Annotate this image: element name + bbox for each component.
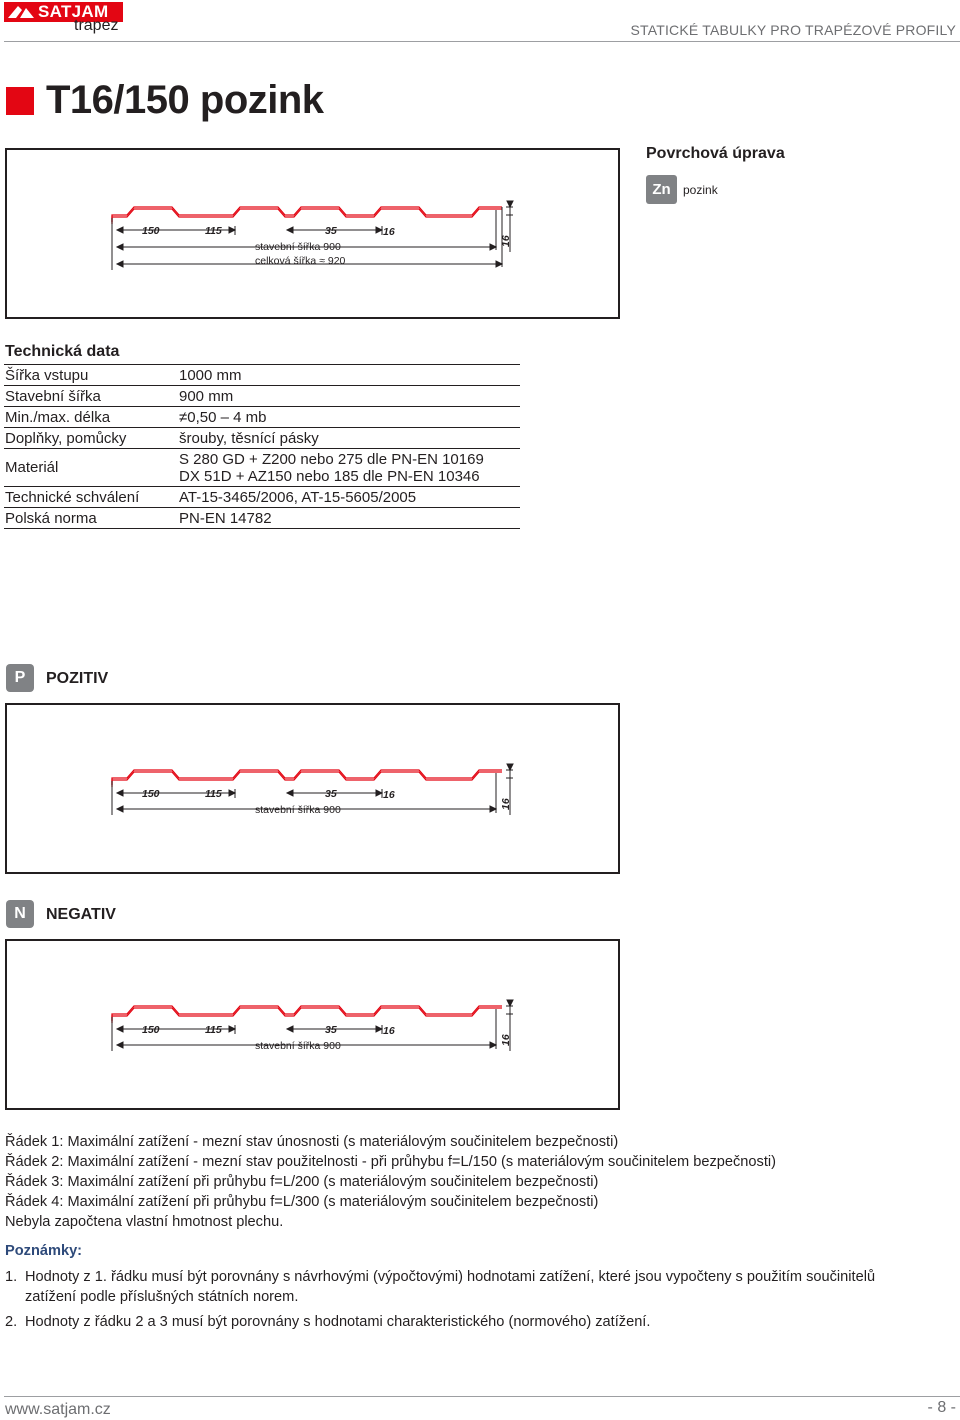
tech-value-line: S 280 GD + Z200 nebo 275 dle PN-EN 10169	[179, 450, 484, 468]
tech-key: Min./max. délka	[4, 407, 179, 428]
note-item	[5, 1312, 955, 1332]
dim-label-16-vertical: 16	[500, 1034, 512, 1046]
table-row	[4, 365, 520, 386]
table-row	[4, 386, 520, 407]
tech-value: 1000 mm	[179, 365, 520, 386]
brand-mark-icon	[8, 4, 36, 20]
dim-label-115: 115	[205, 1024, 222, 1036]
table-row	[4, 407, 520, 428]
header-divider	[4, 41, 960, 42]
profile-drawing-box	[5, 148, 620, 319]
dim-label-35: 35	[325, 225, 337, 237]
tech-key: Doplňky, pomůcky	[4, 428, 179, 449]
surface-heading: Povrchová úprava	[646, 145, 785, 162]
note-text: Hodnoty z řádku 2 a 3 musí být porovnány s hodnotami charakteristického (normového) zatížení.	[25, 1314, 651, 1330]
page-title: T16/150 pozink	[46, 78, 324, 122]
page-number: - 8 -	[927, 1399, 956, 1416]
note-item	[5, 1267, 955, 1307]
dim-label-16-vertical: 16	[500, 798, 512, 810]
brand-name: SATJAM	[38, 2, 109, 21]
note-text: Hodnoty z 1. řádku musí být porovnány s návrhovými (výpočtovými) hodnotami zatížení, které jsou vypočteny s použitím součinitelů	[25, 1269, 876, 1285]
tech-value: AT-15-3465/2006, AT-15-5605/2005	[179, 487, 520, 508]
tech-key: Polská norma	[4, 508, 179, 529]
document-title: STATICKÉ TABULKY PRO TRAPÉZOVÉ PROFILY	[630, 22, 956, 38]
tech-value: ≠0,50 – 4 mb	[179, 407, 520, 428]
tech-key: Materiál	[4, 449, 179, 487]
positive-drawing-box	[5, 703, 620, 874]
negative-badge: N	[6, 900, 34, 928]
negative-label: NEGATIV	[46, 906, 116, 923]
build-width-label: stavební šířka 900	[255, 1040, 341, 1052]
note-text-continued: zatížení podle příslušných státních norem.	[25, 1289, 299, 1305]
brand-subname: trapez	[74, 17, 119, 34]
dim-label-150: 150	[142, 788, 160, 800]
table-row	[4, 508, 520, 529]
row-description: Řádek 1: Maximální zatížení - mezní stav únosnosti (s materiálovým součinitelem bezpečnosti)	[5, 1134, 619, 1150]
tech-data-heading: Technická data	[5, 343, 120, 360]
row-description: Nebyla započtena vlastní hmotnost plechu.	[5, 1214, 284, 1230]
positive-profile-drawing	[7, 705, 618, 872]
notes-heading: Poznámky:	[5, 1243, 83, 1259]
tech-value: PN-EN 14782	[179, 508, 520, 529]
tech-key: Šířka vstupu	[4, 365, 179, 386]
tech-key: Stavební šířka	[4, 386, 179, 407]
dim-label-16: 16	[383, 789, 395, 801]
profile-section-drawing	[7, 150, 618, 317]
note-number: 2.	[5, 1314, 18, 1330]
tech-value: 900 mm	[179, 386, 520, 407]
dim-label-150: 150	[142, 1024, 160, 1036]
tech-key: Technické schválení	[4, 487, 179, 508]
table-row	[4, 449, 520, 487]
build-width-label: stavební šířka 900	[255, 804, 341, 816]
positive-label: POZITIV	[46, 670, 109, 687]
tech-data-table	[4, 364, 520, 529]
dim-label-115: 115	[205, 225, 222, 237]
negative-profile-drawing	[7, 941, 618, 1108]
title-marker	[6, 87, 34, 115]
total-width-label: celková šířka ≈ 920	[255, 255, 346, 267]
dim-label-35: 35	[325, 788, 337, 800]
row-description: Řádek 4: Maximální zatížení při průhybu f=L/300 (s materiálovým součinitelem bezpečnosti)	[5, 1194, 599, 1210]
build-width-label: stavební šířka 900	[255, 241, 341, 253]
dim-label-115: 115	[205, 788, 222, 800]
dim-label-16: 16	[383, 226, 395, 238]
tech-value: šrouby, těsnící pásky	[179, 428, 520, 449]
negative-drawing-box	[5, 939, 620, 1110]
footer-divider	[4, 1396, 960, 1397]
note-number: 1.	[5, 1269, 18, 1285]
positive-badge: P	[6, 664, 34, 692]
tech-value	[179, 449, 520, 487]
footer-website-link[interactable]: www.satjam.cz	[5, 1401, 111, 1418]
dim-label-35: 35	[325, 1024, 337, 1036]
row-descriptions	[5, 1132, 776, 1232]
dim-label-16-vertical: 16	[500, 235, 512, 247]
dim-label-16: 16	[383, 1025, 395, 1037]
tech-value-line: DX 51D + AZ150 nebo 185 dle PN-EN 10346	[179, 467, 480, 485]
zn-badge: Zn	[646, 175, 677, 204]
table-row	[4, 428, 520, 449]
zn-label: pozink	[683, 183, 718, 197]
dim-label-150: 150	[142, 225, 160, 237]
row-description: Řádek 3: Maximální zatížení při průhybu f=L/200 (s materiálovým součinitelem bezpečnosti)	[5, 1174, 599, 1190]
table-row	[4, 487, 520, 508]
row-description: Řádek 2: Maximální zatížení - mezní stav použitelnosti - při průhybu f=L/150 (s materiálovým součinitelem bezpečnosti)	[5, 1154, 776, 1170]
